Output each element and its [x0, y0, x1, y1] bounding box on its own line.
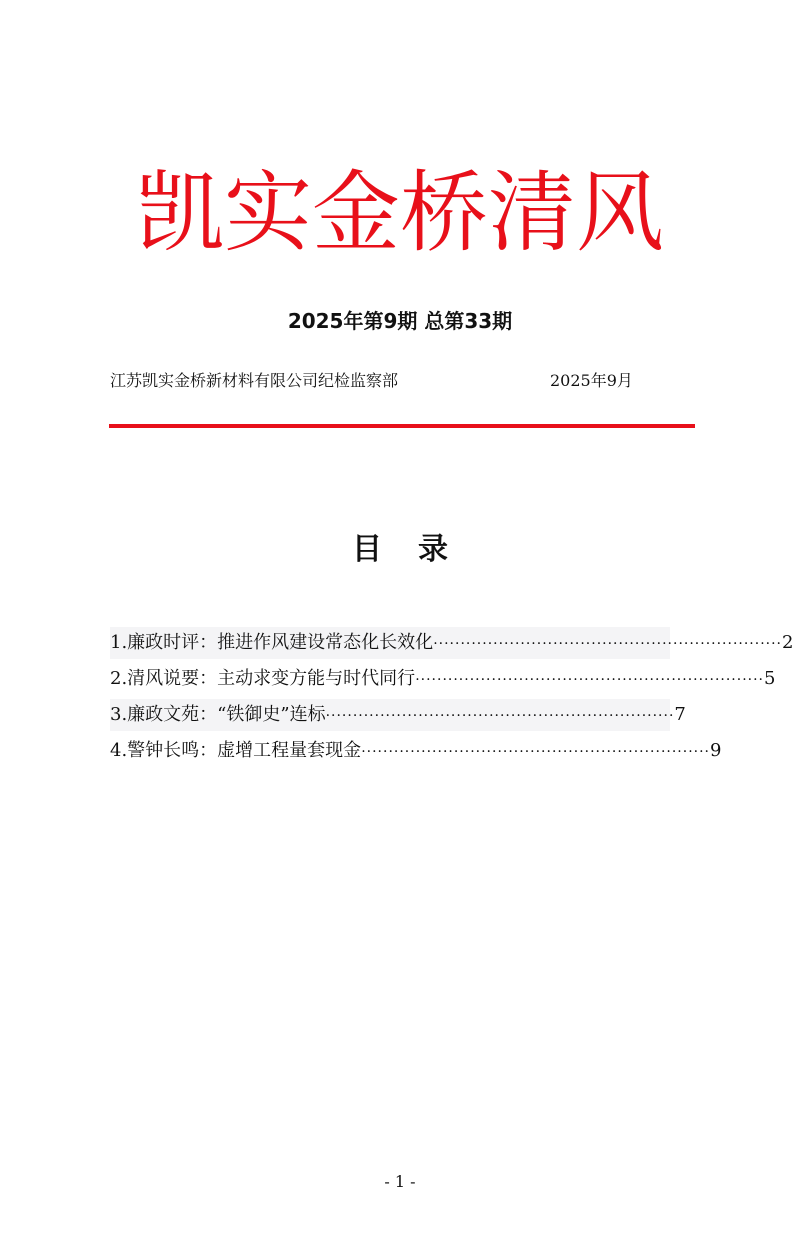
toc-entry-page: 9	[710, 740, 722, 761]
toc-heading: 目录	[352, 532, 484, 567]
toc-entry-page: 2	[782, 632, 794, 653]
toc-entry-title: 4.警钟长鸣：虚增工程量套现金	[110, 740, 362, 761]
issue-number: 2025年第9期 总第33期	[287, 309, 513, 333]
toc-entry[interactable]	[110, 663, 776, 695]
toc-dot-leader: ································································	[325, 708, 675, 724]
publication-date: 2025年9月	[550, 371, 633, 390]
toc-entry-page: 7	[674, 704, 686, 725]
toc-entry[interactable]	[110, 699, 686, 731]
toc-entry[interactable]	[110, 735, 722, 767]
toc-dot-leader: ································································	[433, 636, 782, 652]
toc-entry-page: 5	[764, 668, 776, 689]
table-of-contents	[110, 627, 794, 771]
page-number: - 1 -	[384, 1172, 416, 1191]
toc-entry[interactable]	[110, 627, 794, 659]
toc-entry-title: 1.廉政时评：推进作风建设常态化长效化	[110, 632, 434, 653]
toc-dot-leader: ································································	[415, 672, 764, 688]
red-divider	[109, 424, 695, 428]
masthead-title: 凯实金桥清风	[135, 161, 664, 264]
publisher-name: 江苏凯实金桥新材料有限公司纪检监察部	[110, 371, 399, 390]
toc-entry-title: 3.廉政文苑：“铁御史”连标	[110, 704, 326, 725]
toc-entry-title: 2.清风说要：主动求变方能与时代同行	[110, 668, 416, 689]
toc-dot-leader: ································································	[361, 744, 710, 760]
